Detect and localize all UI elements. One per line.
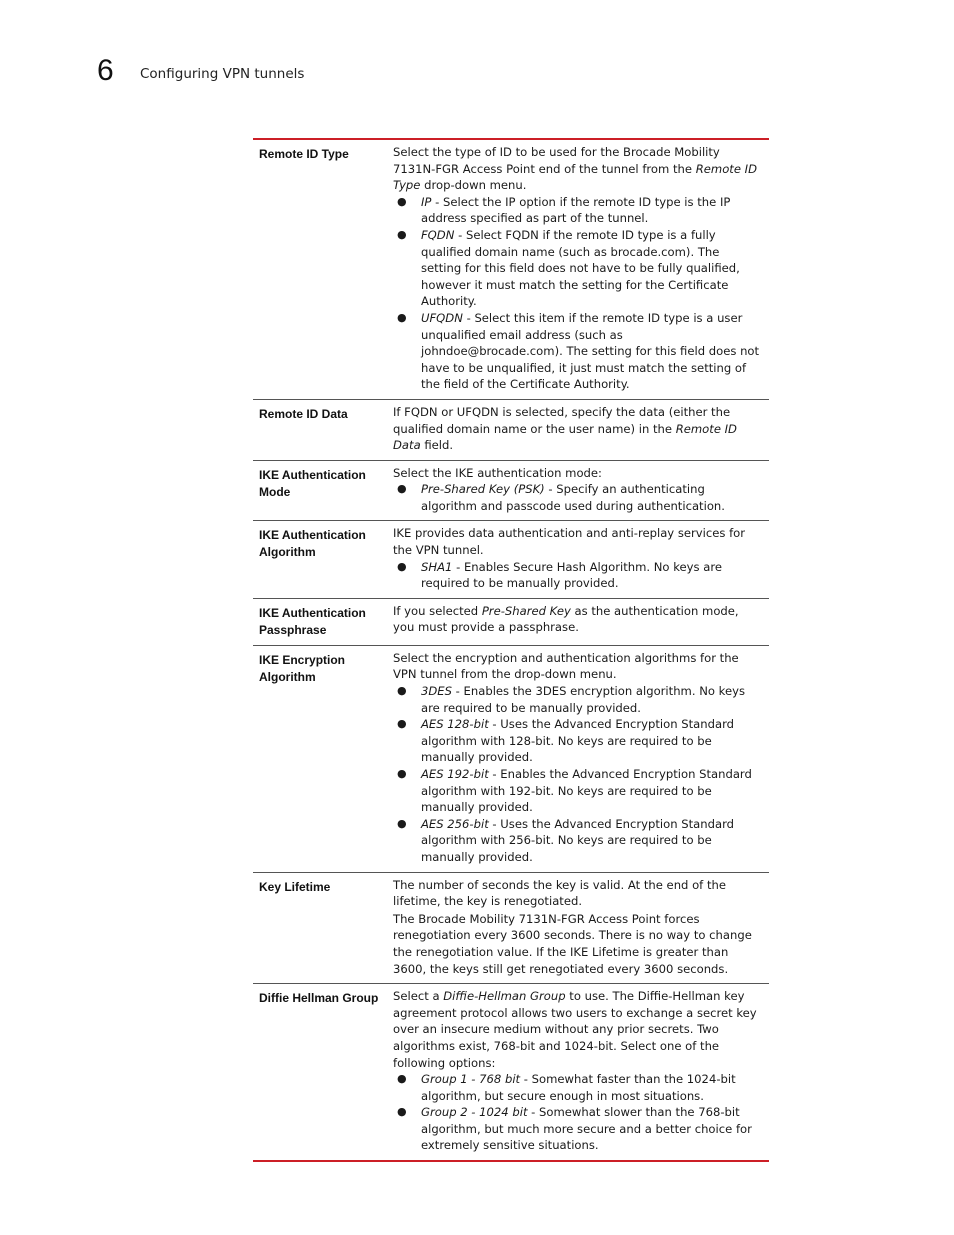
description-intro [393,988,763,1071]
description-intro [393,603,763,636]
list-item [397,310,763,393]
option-text: - Select the IP option if the remote ID type is the IP address specified as part of the tunnel. [421,194,731,226]
option-term: IP [421,194,432,209]
option-text: - Somewhat slower than the 768-bit algorithm, but much more secure and a better choice for extremely sensitive situations. [421,1105,752,1153]
intro-emphasis: Remote ID Data [393,421,737,453]
description-intro: Select the IKE authentication mode: [393,465,602,480]
option-text: - Enables Secure Hash Algorithm. No keys are required to be manually provided. [421,559,722,591]
table-row [253,873,769,985]
option-term: UFQDN [421,310,463,325]
table-row [253,521,769,598]
intro-text: to use. The Diffie-Hellman key agreement protocol allows two users to exchange a secret key over an insecure medium without any prior secrets. Two algorithms exist, 768-bit and 1024-bit. Select one of the following options: [393,989,757,1070]
parameter-name: Remote ID Type [259,147,349,161]
bullet-icon: ● [397,559,407,573]
parameter-name: IKE Authentication Mode [259,467,366,499]
intro-text: field. [420,438,454,453]
table-row [253,599,769,646]
list-item [397,559,763,592]
option-list [393,559,763,592]
table-row [253,646,769,873]
bullet-icon: ● [397,310,407,324]
option-term: AES 128-bit [421,717,489,732]
intro-emphasis: Diffie-Hellman Group [443,989,566,1004]
list-item [397,481,763,514]
description-intro: IKE provides data authentication and anti-replay services for the VPN tunnel. [393,526,746,558]
option-list [393,683,763,866]
parameter-description [393,525,763,591]
description-intro: The number of seconds the key is valid. At the end of the lifetime, the key is renegotiated. [393,877,726,909]
list-item [397,816,763,866]
table-row [253,461,769,522]
option-term: SHA1 [421,559,453,574]
bullet-icon: ● [397,1072,407,1086]
parameter-name: IKE Encryption Algorithm [259,652,346,684]
description-intro: Select the encryption and authentication algorithms for the VPN tunnel from the drop-down menu. [393,650,739,682]
bullet-icon: ● [397,227,407,241]
option-text: - Specify an authenticating algorithm and passcode used during authentication. [421,482,725,513]
table-row [253,984,769,1160]
parameter-name: Key Lifetime [259,879,331,894]
option-text: - Uses the Advanced Encryption Standard algorithm with 256-bit. No keys are required to be manually provided. [421,816,735,864]
list-item [397,766,763,816]
option-text: - Enables the 3DES encryption algorithm. No keys are required to be manually provided. [421,684,746,715]
intro-text: Select a [393,989,444,1004]
parameter-table [253,138,769,1162]
option-list [393,481,763,514]
option-text: - Select FQDN if the remote ID type is a fully qualified domain name (such as brocade.com). The setting for this field does not have to be fully qualified, however it must match the setting for the Certificate Authority. [421,227,740,309]
intro-text: as the authentication mode, you must provide a passphrase. [393,603,739,635]
description-intro [393,144,763,194]
option-term: Group 1 - 768 bit [421,1072,521,1087]
parameter-description [393,877,763,978]
bullet-icon: ● [397,1105,407,1119]
option-term: AES 256-bit [421,816,489,831]
bullet-icon: ● [397,816,407,830]
description-intro [393,404,763,454]
intro-text: If FQDN or UFQDN is selected, specify the data (either the qualified domain name or the user name) in the [393,404,731,436]
option-text: - Select this item if the remote ID type is a user unqualified email address (such as johndoe@brocade.com). The setting for this field does not have to be unqualified, it just must match the setting of the field of the Certificate Authority. [421,310,760,392]
intro-emphasis: Pre-Shared Key [481,603,571,618]
parameter-name: Diffie Hellman Group [259,991,379,1006]
option-term: AES 192-bit [421,767,489,781]
intro-text: drop-down menu. [420,178,527,193]
table-row [253,400,769,461]
bullet-icon: ● [397,684,407,698]
parameter-description [393,404,763,454]
intro-emphasis: Remote ID Type [393,161,758,193]
option-list [393,1071,763,1154]
parameter-name: Remote ID Data [259,406,348,421]
option-term: FQDN [421,227,455,242]
list-item [397,716,763,766]
parameter-name: IKE Authentication Algorithm [259,528,366,560]
list-item [397,1104,763,1154]
list-item [397,1071,763,1104]
option-list [393,194,763,393]
intro-text: If you selected [393,603,482,618]
list-item [397,683,763,716]
option-term: Pre-Shared Key (PSK) [421,482,545,497]
chapter-number: 6 [97,54,114,87]
list-item [397,194,763,227]
option-text: - Somewhat faster than the 1024-bit algorithm, but secure enough in most situations. [421,1072,736,1103]
option-text: - Enables the Advanced Encryption Standard algorithm with 192-bit. No keys are required to be manually provided. [421,767,752,815]
description-extra: The Brocade Mobility 7131N-FGR Access Point forces renegotiation every 3600 seconds. There is no way to change the renegotiation value. If the IKE Lifetime is greater than 3600, the keys still get renegotiated every 3600 seconds. [393,911,752,976]
table-row [253,140,769,400]
option-text: - Uses the Advanced Encryption Standard algorithm with 128-bit. No keys are required to be manually provided. [421,717,735,765]
bullet-icon: ● [397,717,407,731]
bullet-icon: ● [397,482,407,496]
parameter-description [393,465,763,515]
option-term: Group 2 - 1024 bit [421,1105,528,1120]
parameter-name: IKE Authentication Passphrase [259,605,366,637]
parameter-description [393,603,763,639]
bullet-icon: ● [397,194,407,208]
parameter-description [393,144,763,393]
parameter-description [393,988,763,1154]
parameter-description [393,650,763,866]
option-term: 3DES [421,684,452,699]
intro-text: Select the type of ID to be used for the Brocade Mobility 7131N-FGR Access Point end of the tunnel from the [393,145,720,176]
bullet-icon: ● [397,767,407,780]
list-item [397,227,763,310]
chapter-title: Configuring VPN tunnels [140,66,305,82]
